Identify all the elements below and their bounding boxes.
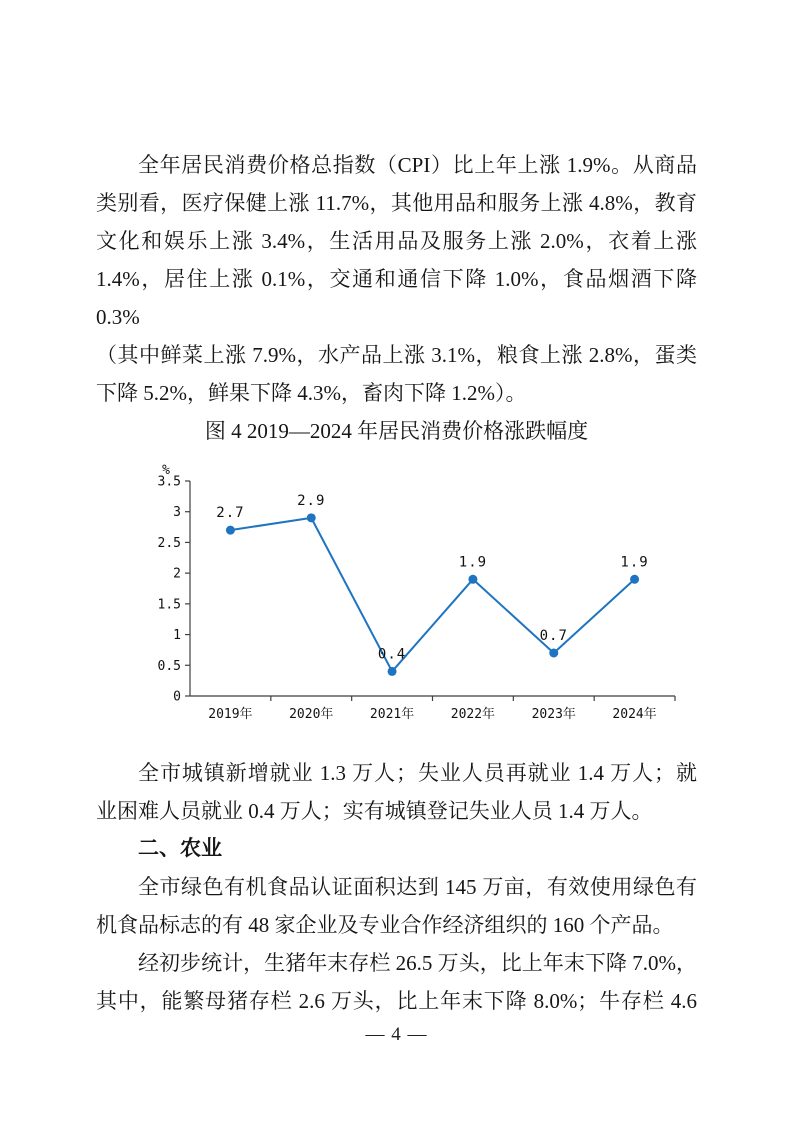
data-point-label: 2.7 (216, 505, 245, 522)
organic-paragraph-line-1: 全市绿色有机食品认证面积达到 145 万亩，有效使用绿色有 (138, 875, 697, 899)
y-axis-unit-label: % (162, 463, 170, 478)
x-axis-category-label: 2024年 (612, 707, 657, 722)
cpi-paragraph-line-4: 1.4%，居住上涨 0.1%，交通和通信下降 1.0%，食品烟酒下降 0.3% (96, 267, 697, 329)
employment-paragraph-line-1: 全市城镇新增就业 1.3 万人；失业人员再就业 1.4 万人；就 (138, 761, 697, 785)
data-point-marker (388, 667, 397, 676)
data-point-marker (630, 575, 639, 584)
data-point-label: 0.4 (377, 646, 407, 663)
x-axis-category-label: 2022年 (450, 707, 496, 722)
data-point-marker (226, 526, 235, 535)
data-point-label: 0.7 (539, 628, 568, 644)
cpi-paragraph-line-2: 类别看，医疗保健上涨 11.7%，其他用品和服务上涨 4.8%，教育 (96, 191, 697, 215)
employment-paragraph-line-2: 业困难人员就业 0.4 万人；实有城镇登记失业人员 1.4 万人。 (96, 799, 653, 823)
y-axis-tick-label: 1 (173, 628, 181, 644)
cpi-line-chart (96, 450, 697, 754)
cpi-paragraph-line-5: （其中鲜菜上涨 7.9%，水产品上涨 3.1%，粮食上涨 2.8%，蛋类 (96, 343, 697, 367)
x-axis-category-label: 2020年 (289, 707, 334, 722)
y-axis-tick-label: 0 (173, 689, 181, 705)
section-heading-agriculture: 二、农业 (138, 837, 222, 860)
figure-caption: 图 4 2019—2024 年居民消费价格涨跌幅度 (204, 419, 589, 443)
cpi-paragraph-line-1: 全年居民消费价格总指数（CPI）比上年上涨 1.9%。从商品 (138, 153, 697, 177)
y-axis-tick-label: 1.5 (157, 597, 181, 613)
page-number: — 4 — (365, 1024, 428, 1045)
x-axis-category-label: 2021年 (369, 707, 415, 722)
livestock-paragraph-line-1: 经初步统计，生猪年末存栏 26.5 万头，比上年末下降 7.0%， (138, 951, 697, 975)
cpi-paragraph-line-6: 下降 5.2%，鲜果下降 4.3%，畜肉下降 1.2%）。 (96, 381, 527, 405)
data-point-label: 1.9 (458, 554, 488, 571)
data-point-label: 1.9 (620, 554, 649, 571)
cpi-paragraph-line-3: 文化和娱乐上涨 3.4%，生活用品及服务上涨 2.0%，衣着上涨 (96, 229, 697, 253)
y-axis-tick-label: 2.5 (157, 535, 181, 551)
x-axis-category-label: 2019年 (208, 707, 253, 722)
y-axis-tick-label: 0.5 (157, 658, 181, 674)
y-axis-tick-label: 3.5 (157, 474, 181, 490)
data-point-marker (307, 513, 316, 522)
y-axis-tick-label: 3 (173, 505, 181, 521)
cpi-line-chart-svg (96, 450, 697, 754)
organic-paragraph-line-2: 机食品标志的有 48 家企业及专业合作经济组织的 160 个产品。 (96, 913, 674, 937)
data-point-label: 2.9 (297, 492, 326, 509)
cpi-series-line (230, 518, 634, 672)
x-axis-category-label: 2023年 (531, 707, 576, 722)
livestock-paragraph-line-2: 其中，能繁母猪存栏 2.6 万头，比上年末下降 8.0%；牛存栏 4.6 (96, 989, 697, 1013)
data-point-marker (549, 649, 558, 658)
y-axis-tick-label: 2 (173, 566, 181, 582)
text-column (96, 146, 697, 1020)
data-point-marker (468, 575, 477, 584)
